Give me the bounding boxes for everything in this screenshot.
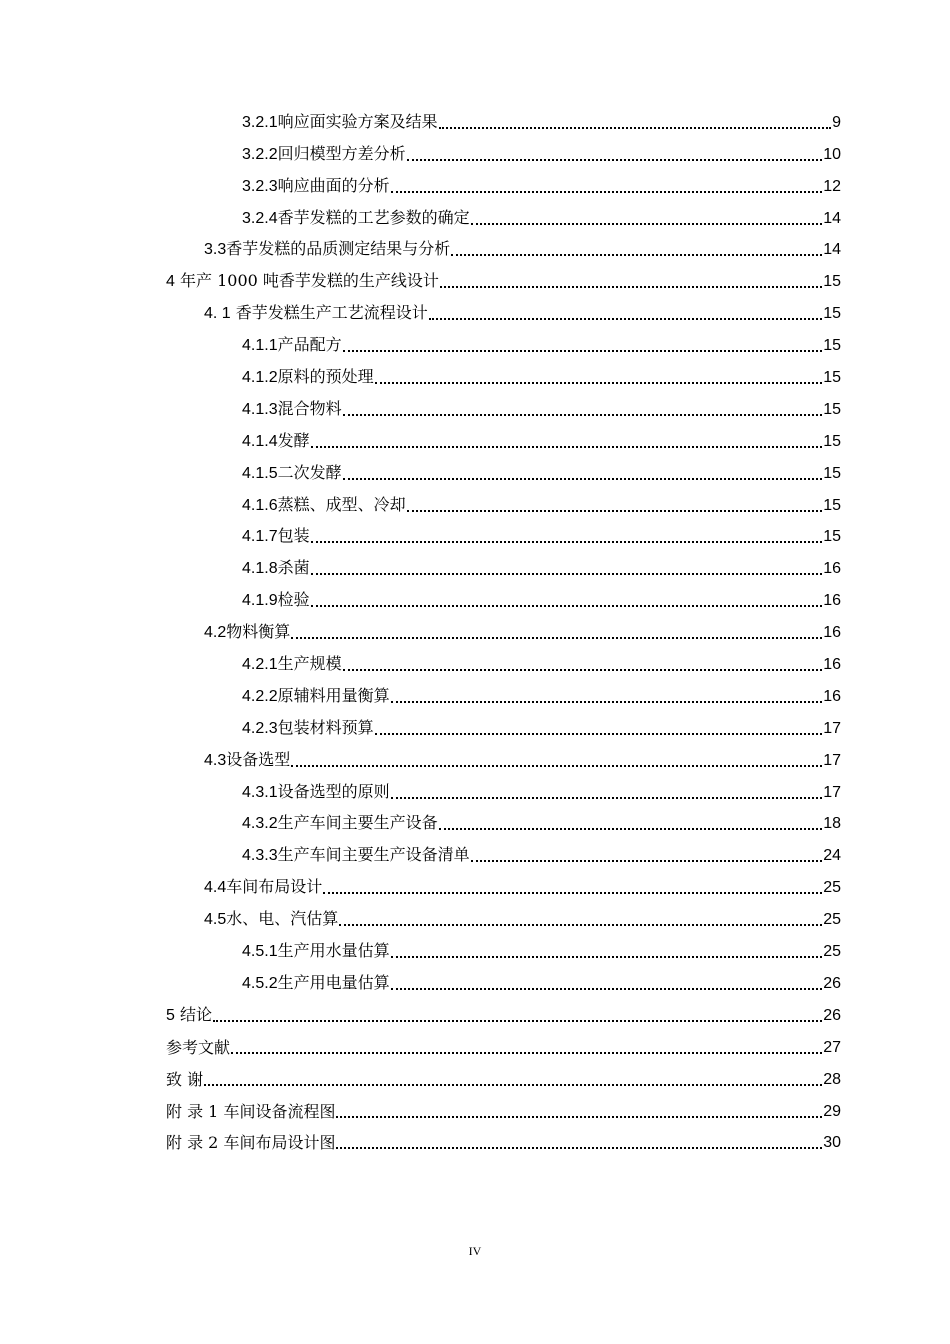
toc-entry-page: 28 bbox=[823, 1070, 841, 1088]
page-number-footer: IV bbox=[468, 1244, 482, 1258]
dot-leader bbox=[471, 860, 823, 862]
toc-entry-title bbox=[204, 749, 290, 772]
toc-entry-page: 26 bbox=[823, 1006, 841, 1024]
toc-entry-text: 年产 1000 吨香芋发糕的生产线设计 bbox=[174, 271, 439, 291]
toc-entry-text: 香芋发糕的品质测定结果与分析 bbox=[226, 239, 451, 259]
toc-entry-number: 4.1.9 bbox=[242, 592, 278, 610]
toc-entry-title bbox=[166, 270, 439, 293]
toc-entry-text: 混合物料 bbox=[277, 398, 342, 418]
toc-entry-title bbox=[242, 557, 310, 580]
toc-entry-text: 生产车间主要生产设备 bbox=[277, 813, 438, 833]
toc-entry-text: 香芋发糕的工艺参数的确定 bbox=[277, 207, 470, 227]
dot-leader bbox=[231, 1052, 822, 1054]
toc-entry[interactable] bbox=[0, 867, 950, 899]
toc-entry-text: 包装材料预算 bbox=[277, 717, 374, 737]
toc-entry-text: 附 录 1 车间设备流程图 bbox=[166, 1101, 336, 1121]
toc-entry-number: 4.5.2 bbox=[242, 974, 278, 992]
toc-entry-number: 4.2.3 bbox=[242, 719, 278, 737]
toc-entry-text: 生产车间主要生产设备清单 bbox=[277, 845, 470, 865]
toc-entry[interactable] bbox=[0, 963, 950, 995]
toc-entry[interactable] bbox=[0, 740, 950, 772]
toc-entry[interactable] bbox=[0, 644, 950, 676]
toc-entry-number: 4.3.2 bbox=[242, 815, 278, 833]
toc-entry-page: 14 bbox=[823, 241, 841, 259]
toc-entry-number: 3.2.2 bbox=[242, 145, 278, 163]
toc-entry[interactable] bbox=[0, 1059, 950, 1091]
dot-leader bbox=[391, 191, 823, 193]
dot-leader bbox=[375, 382, 823, 384]
toc-entry-page: 15 bbox=[823, 305, 841, 323]
toc-entry-text: 原辅料用量衡算 bbox=[277, 685, 390, 705]
toc-entry-text: 参考文献 bbox=[166, 1037, 231, 1057]
toc-entry[interactable] bbox=[0, 612, 950, 644]
toc-entry-text: 原料的预处理 bbox=[277, 367, 374, 387]
toc-entry-title bbox=[242, 653, 342, 676]
toc-entry-title bbox=[242, 494, 406, 517]
toc-entry-page: 14 bbox=[823, 209, 841, 227]
toc-entry[interactable] bbox=[0, 899, 950, 931]
toc-entry[interactable] bbox=[0, 421, 950, 453]
toc-entry-number: 4.2.2 bbox=[242, 687, 278, 705]
toc-entry-number: 4 bbox=[166, 273, 175, 291]
toc-entry-number: 4.2.1 bbox=[242, 656, 278, 674]
toc-entry-page: 15 bbox=[823, 464, 841, 482]
toc-entry-text: 二次发酵 bbox=[277, 462, 342, 482]
toc-entry[interactable] bbox=[0, 931, 950, 963]
toc-entry-page: 16 bbox=[823, 656, 841, 674]
toc-entry-text: 产品配方 bbox=[277, 335, 342, 355]
toc-entry[interactable] bbox=[0, 835, 950, 867]
toc-entry-page: 15 bbox=[823, 273, 841, 291]
toc-entry-title bbox=[166, 1037, 230, 1059]
toc-entry-text: 设备选型的原则 bbox=[277, 781, 390, 801]
toc-entry-number: 4.5 bbox=[204, 911, 227, 929]
toc-entry-title bbox=[166, 1069, 203, 1091]
toc-entry-title bbox=[204, 238, 450, 261]
toc-entry-title bbox=[242, 366, 374, 389]
dot-leader bbox=[375, 733, 823, 735]
toc-entry[interactable] bbox=[0, 1091, 950, 1123]
toc-entry-text: 响应面实验方案及结果 bbox=[277, 111, 438, 131]
toc-entry[interactable] bbox=[0, 134, 950, 166]
dot-leader bbox=[311, 605, 823, 607]
toc-entry[interactable] bbox=[0, 1027, 950, 1059]
toc-entry[interactable] bbox=[0, 517, 950, 549]
toc-entry-text: 致 谢 bbox=[166, 1069, 204, 1089]
toc-entry[interactable] bbox=[0, 485, 950, 517]
toc-entry-page: 29 bbox=[823, 1102, 841, 1120]
toc-entry-title bbox=[204, 876, 322, 899]
toc-entry-title bbox=[242, 462, 342, 485]
toc-entry-number: 5 bbox=[166, 1006, 175, 1024]
toc-entry-page: 15 bbox=[823, 369, 841, 387]
dot-leader bbox=[391, 797, 823, 799]
toc-entry-text: 回归模型方差分析 bbox=[277, 143, 406, 163]
toc-entry[interactable] bbox=[0, 1123, 950, 1155]
toc-entry[interactable] bbox=[0, 676, 950, 708]
toc-entry-number: 4.4 bbox=[204, 879, 227, 897]
toc-entry-text: 包装 bbox=[277, 526, 310, 546]
toc-entry[interactable] bbox=[0, 230, 950, 262]
toc-entry-number: 4.5.1 bbox=[242, 943, 278, 961]
toc-entry-title bbox=[242, 334, 342, 357]
toc-entry-number: 4.2 bbox=[204, 624, 227, 642]
toc-entry-text: 设备选型 bbox=[226, 749, 291, 769]
toc-entry[interactable] bbox=[0, 198, 950, 230]
dot-leader bbox=[311, 541, 823, 543]
toc-entry[interactable] bbox=[0, 708, 950, 740]
toc-entry-title bbox=[242, 589, 310, 612]
toc-entry-page: 26 bbox=[823, 974, 841, 992]
toc-entry[interactable] bbox=[0, 389, 950, 421]
toc-entry-text: 检验 bbox=[277, 590, 310, 610]
toc-entry-number: 4.3.1 bbox=[242, 783, 278, 801]
dot-leader bbox=[439, 127, 831, 129]
toc-entry-page: 15 bbox=[823, 432, 841, 450]
dot-leader bbox=[311, 573, 823, 575]
toc-entry-page: 27 bbox=[823, 1038, 841, 1056]
dot-leader bbox=[343, 414, 823, 416]
toc-entry-number: 4.3 bbox=[204, 751, 227, 769]
toc-entry-text: 物料衡算 bbox=[226, 622, 291, 642]
toc-entry-title bbox=[166, 1004, 212, 1027]
toc-entry-page: 12 bbox=[823, 177, 841, 195]
dot-leader bbox=[336, 1116, 822, 1118]
toc-entry-page: 25 bbox=[823, 943, 841, 961]
toc-entry[interactable] bbox=[0, 804, 950, 836]
toc-entry[interactable] bbox=[0, 580, 950, 612]
dot-leader bbox=[343, 669, 823, 671]
toc-entry-page: 24 bbox=[823, 847, 841, 865]
toc-entry[interactable] bbox=[0, 166, 950, 198]
dot-leader bbox=[311, 446, 823, 448]
toc-entry-title bbox=[166, 1132, 335, 1154]
dot-leader bbox=[451, 254, 822, 256]
dot-leader bbox=[213, 1020, 822, 1022]
dot-leader bbox=[471, 223, 823, 225]
dot-leader bbox=[429, 318, 822, 320]
toc-entry-text: 响应曲面的分析 bbox=[277, 175, 390, 195]
toc-entry-page: 17 bbox=[823, 719, 841, 737]
toc-entry[interactable] bbox=[0, 293, 950, 325]
dot-leader bbox=[291, 765, 822, 767]
toc-entry-text: 生产规模 bbox=[277, 654, 342, 674]
toc-entry-title bbox=[242, 844, 470, 867]
toc-entry-text: 杀菌 bbox=[277, 558, 310, 578]
toc-entry-page: 10 bbox=[823, 145, 841, 163]
toc-entry-title bbox=[242, 717, 374, 740]
toc-entry-page: 25 bbox=[823, 911, 841, 929]
toc-entry-number: 3.2.1 bbox=[242, 113, 278, 131]
toc-entry-title bbox=[242, 685, 390, 708]
toc-entry-number: 3.3 bbox=[204, 241, 227, 259]
toc-entry-number: 3.2.3 bbox=[242, 177, 278, 195]
toc-entry-title bbox=[242, 111, 438, 134]
toc-entry-number: 4.1.4 bbox=[242, 432, 278, 450]
toc-entry-title bbox=[242, 430, 310, 453]
toc-entry-page: 9 bbox=[832, 113, 841, 131]
toc-entry-page: 15 bbox=[823, 528, 841, 546]
toc-entry-text: 蒸糕、成型、冷却 bbox=[277, 494, 406, 514]
toc-entry-page: 17 bbox=[823, 783, 841, 801]
toc-entry-number: 4. 1 bbox=[204, 305, 231, 323]
toc-entry-title bbox=[204, 621, 290, 644]
toc-entry-page: 17 bbox=[823, 751, 841, 769]
toc-entry-page: 15 bbox=[823, 400, 841, 418]
toc-entry-number: 3.2.4 bbox=[242, 209, 278, 227]
toc-entry-title bbox=[242, 781, 390, 804]
toc-entry[interactable] bbox=[0, 772, 950, 804]
dot-leader bbox=[407, 159, 823, 161]
dot-leader bbox=[391, 701, 823, 703]
toc-entry-text: 发酵 bbox=[277, 430, 310, 450]
dot-leader bbox=[439, 828, 823, 830]
toc-entry-page: 16 bbox=[823, 592, 841, 610]
toc-entry-number: 4.1.8 bbox=[242, 560, 278, 578]
toc-entry-text: 香芋发糕生产工艺流程设计 bbox=[230, 303, 428, 323]
toc-entry-page: 30 bbox=[823, 1134, 841, 1152]
toc-entry-page: 16 bbox=[823, 560, 841, 578]
toc-entry-title bbox=[242, 972, 390, 995]
toc-entry-title bbox=[204, 302, 428, 325]
dot-leader bbox=[336, 1147, 822, 1149]
toc-entry[interactable] bbox=[0, 453, 950, 485]
toc-entry[interactable] bbox=[0, 548, 950, 580]
toc-entry[interactable] bbox=[0, 325, 950, 357]
table-of-contents bbox=[0, 102, 950, 1154]
dot-leader bbox=[391, 956, 823, 958]
toc-entry-text: 结论 bbox=[174, 1004, 212, 1024]
toc-entry-title bbox=[242, 525, 310, 548]
toc-entry-title bbox=[242, 175, 390, 198]
toc-entry-title bbox=[166, 1101, 335, 1123]
toc-entry-title bbox=[242, 398, 342, 421]
toc-entry-number: 4.1.7 bbox=[242, 528, 278, 546]
toc-entry-text: 生产用水量估算 bbox=[277, 941, 390, 961]
toc-entry-page: 25 bbox=[823, 879, 841, 897]
toc-entry-number: 4.1.5 bbox=[242, 464, 278, 482]
toc-entry[interactable] bbox=[0, 261, 950, 293]
dot-leader bbox=[343, 478, 823, 480]
dot-leader bbox=[339, 924, 822, 926]
toc-entry[interactable] bbox=[0, 995, 950, 1027]
toc-entry-title bbox=[242, 143, 406, 166]
toc-entry-number: 4.1.6 bbox=[242, 496, 278, 514]
dot-leader bbox=[204, 1084, 822, 1086]
toc-entry-title bbox=[242, 940, 390, 963]
toc-entry-number: 4.1.2 bbox=[242, 369, 278, 387]
dot-leader bbox=[323, 892, 822, 894]
toc-entry[interactable] bbox=[0, 102, 950, 134]
toc-entry-number: 4.1.3 bbox=[242, 400, 278, 418]
toc-entry-number: 4.1.1 bbox=[242, 337, 278, 355]
toc-entry-number: 4.3.3 bbox=[242, 847, 278, 865]
toc-entry-text: 车间布局设计 bbox=[226, 877, 323, 897]
toc-entry-title bbox=[242, 812, 438, 835]
toc-entry-page: 15 bbox=[823, 496, 841, 514]
toc-entry-page: 15 bbox=[823, 337, 841, 355]
dot-leader bbox=[343, 350, 823, 352]
toc-entry[interactable] bbox=[0, 357, 950, 389]
toc-entry-page: 16 bbox=[823, 687, 841, 705]
dot-leader bbox=[440, 286, 822, 288]
dot-leader bbox=[291, 637, 822, 639]
toc-entry-page: 16 bbox=[823, 624, 841, 642]
toc-entry-title bbox=[204, 908, 338, 931]
dot-leader bbox=[407, 510, 823, 512]
dot-leader bbox=[391, 988, 823, 990]
toc-entry-text: 生产用电量估算 bbox=[277, 972, 390, 992]
toc-entry-page: 18 bbox=[823, 815, 841, 833]
toc-entry-text: 水、电、汽估算 bbox=[226, 909, 339, 929]
toc-entry-title bbox=[242, 207, 470, 230]
toc-entry-text: 附 录 2 车间布局设计图 bbox=[166, 1133, 336, 1153]
